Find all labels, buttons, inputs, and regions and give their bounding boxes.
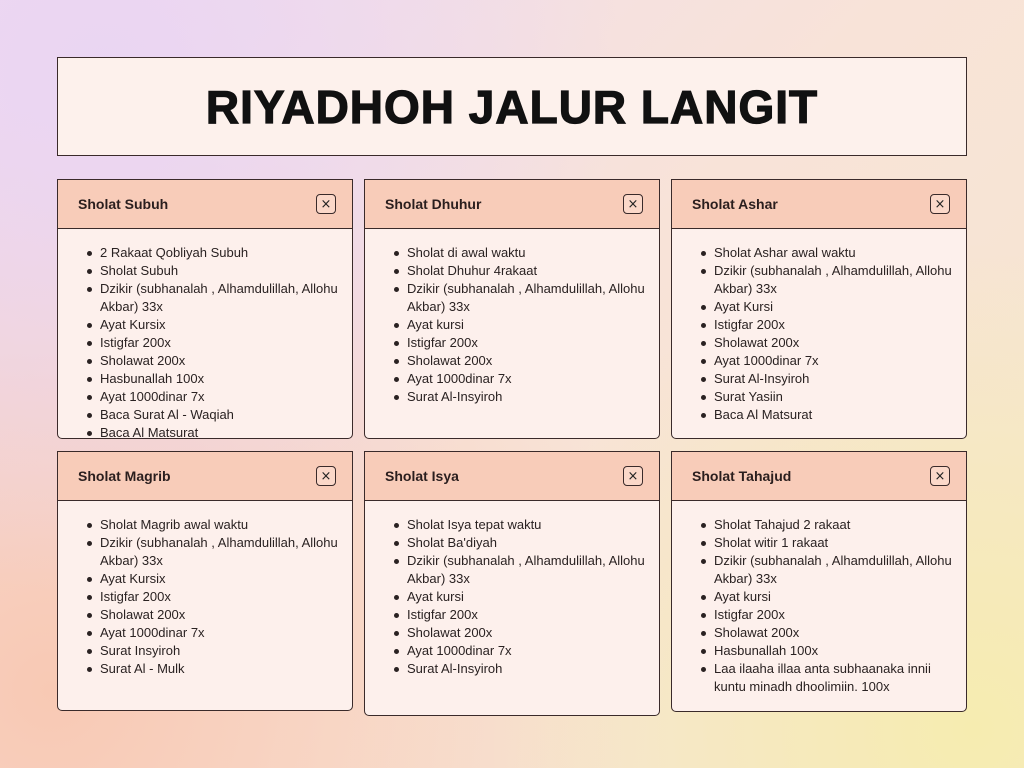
list-item: Ayat 1000dinar 7x — [86, 388, 342, 406]
card-sholat-subuh — [57, 179, 353, 439]
close-icon[interactable]: × — [623, 466, 643, 486]
card-list — [365, 229, 659, 406]
list-item: Istigfar 200x — [86, 334, 342, 352]
card-title: Sholat Ashar — [692, 196, 778, 212]
list-item: Surat Insyiroh — [86, 642, 342, 660]
list-item: Surat Al-Insyiroh — [393, 388, 649, 406]
page-title: RIYADHOH JALUR LANGIT — [205, 80, 819, 133]
list-item: Sholat Isya tepat waktu — [393, 516, 649, 534]
list-item: Dzikir (subhanalah , Alhamdulillah, Allohu Akbar) 33x — [86, 280, 342, 316]
list-item: Baca Surat Al - Waqiah — [86, 406, 342, 424]
list-item: Ayat kursi — [393, 588, 649, 606]
list-item: Sholawat 200x — [700, 624, 956, 642]
list-item: Surat Yasiin — [700, 388, 956, 406]
list-item: Sholat Subuh — [86, 262, 342, 280]
card-title: Sholat Subuh — [78, 196, 169, 212]
card-sholat-dhuhur — [364, 179, 660, 439]
close-icon[interactable]: × — [930, 194, 950, 214]
list-item: Sholawat 200x — [393, 624, 649, 642]
list-item: Baca Al Matsurat — [86, 424, 342, 439]
list-item: Istigfar 200x — [86, 588, 342, 606]
card-header — [672, 180, 966, 229]
list-item: Sholat Magrib awal waktu — [86, 516, 342, 534]
card-title: Sholat Dhuhur — [385, 196, 482, 212]
card-header — [365, 452, 659, 501]
list-item: Ayat Kursi — [700, 298, 956, 316]
list-item: Ayat kursi — [700, 588, 956, 606]
card-header — [58, 180, 352, 229]
list-item: 2 Rakaat Qobliyah Subuh — [86, 244, 342, 262]
list-item: Dzikir (subhanalah , Alhamdulillah, Allohu Akbar) 33x — [700, 552, 956, 588]
list-item: Sholawat 200x — [86, 352, 342, 370]
list-item: Sholat Dhuhur 4rakaat — [393, 262, 649, 280]
list-item: Ayat Kursix — [86, 316, 342, 334]
list-item: Sholawat 200x — [700, 334, 956, 352]
list-item: Dzikir (subhanalah , Alhamdulillah, Allohu Akbar) 33x — [700, 262, 956, 298]
card-title: Sholat Tahajud — [692, 468, 792, 484]
list-item: Ayat 1000dinar 7x — [393, 370, 649, 388]
card-header — [672, 452, 966, 501]
list-item: Ayat kursi — [393, 316, 649, 334]
list-item: Dzikir (subhanalah , Alhamdulillah, Allohu Akbar) 33x — [86, 534, 342, 570]
card-list — [58, 229, 352, 439]
list-item: Istigfar 200x — [393, 606, 649, 624]
list-item: Ayat Kursix — [86, 570, 342, 588]
list-item: Istigfar 200x — [700, 606, 956, 624]
list-item: Sholat di awal waktu — [393, 244, 649, 262]
list-item: Hasbunallah 100x — [700, 642, 956, 660]
close-icon[interactable]: × — [623, 194, 643, 214]
card-header — [365, 180, 659, 229]
card-sholat-magrib — [57, 451, 353, 711]
list-item: Ayat 1000dinar 7x — [393, 642, 649, 660]
close-icon[interactable]: × — [316, 194, 336, 214]
list-item: Surat Al-Insyiroh — [700, 370, 956, 388]
card-list — [58, 501, 352, 678]
card-header — [58, 452, 352, 501]
list-item: Ayat 1000dinar 7x — [86, 624, 342, 642]
list-item: Laa ilaaha illaa anta subhaanaka innii kuntu minadh dhoolimiin. 100x — [700, 660, 956, 696]
card-list — [672, 501, 966, 696]
card-sholat-ashar — [671, 179, 967, 439]
close-icon[interactable]: × — [316, 466, 336, 486]
list-item: Baca Al Matsurat — [700, 406, 956, 424]
list-item: Hasbunallah 100x — [86, 370, 342, 388]
card-list — [672, 229, 966, 424]
card-title: Sholat Magrib — [78, 468, 171, 484]
list-item: Dzikir (subhanalah , Alhamdulillah, Allohu Akbar) 33x — [393, 280, 649, 316]
list-item: Surat Al-Insyiroh — [393, 660, 649, 678]
list-item: Sholawat 200x — [393, 352, 649, 370]
list-item: Surat Al - Mulk — [86, 660, 342, 678]
list-item: Istigfar 200x — [393, 334, 649, 352]
card-sholat-isya — [364, 451, 660, 716]
card-sholat-tahajud — [671, 451, 967, 712]
card-list — [365, 501, 659, 678]
list-item: Sholawat 200x — [86, 606, 342, 624]
list-item: Istigfar 200x — [700, 316, 956, 334]
list-item: Dzikir (subhanalah , Alhamdulillah, Allohu Akbar) 33x — [393, 552, 649, 588]
title-banner — [57, 57, 967, 156]
list-item: Sholat Ba'diyah — [393, 534, 649, 552]
list-item: Sholat Tahajud 2 rakaat — [700, 516, 956, 534]
close-icon[interactable]: × — [930, 466, 950, 486]
list-item: Sholat Ashar awal waktu — [700, 244, 956, 262]
card-title: Sholat Isya — [385, 468, 459, 484]
list-item: Sholat witir 1 rakaat — [700, 534, 956, 552]
list-item: Ayat 1000dinar 7x — [700, 352, 956, 370]
